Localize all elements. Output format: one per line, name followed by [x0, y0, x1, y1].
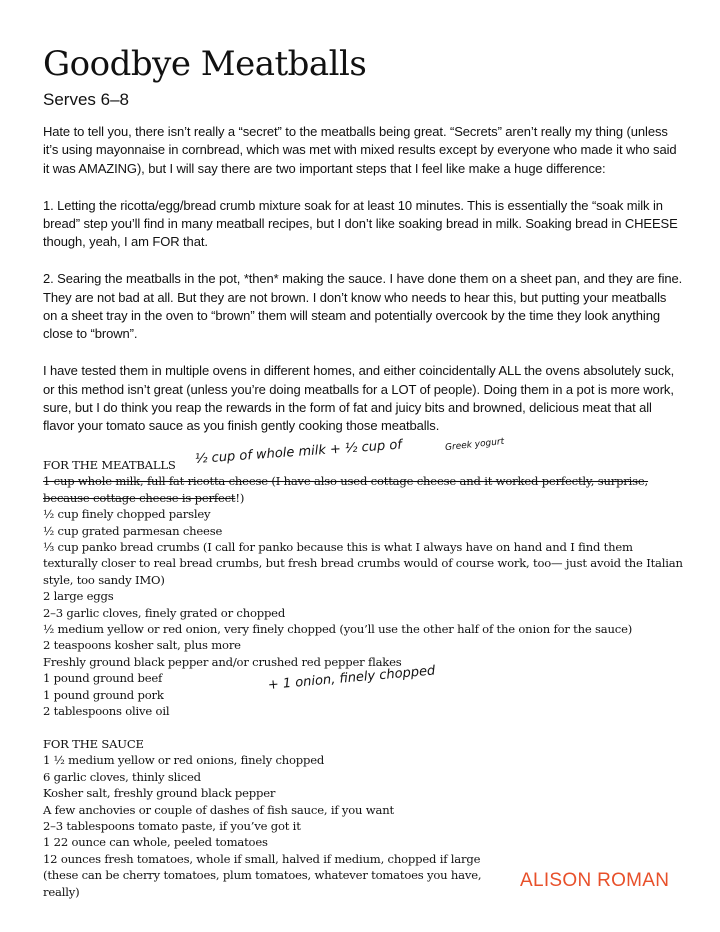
list-item: 1 pound ground beef	[43, 671, 163, 686]
list-item: ½ cup grated parmesan cheese	[43, 523, 223, 538]
brand-name: ALISON ROMAN	[520, 870, 670, 891]
list-item: 2 large eggs	[43, 589, 114, 604]
list-item: Freshly ground black pepper and/or crushed red pepper flakes	[43, 654, 402, 669]
intro-paragraph: Hate to tell you, there isn’t really a “secret” to the meatballs being great. “Secrets” aren’t really my thing (unless it’s using mayonnaise in cornbread, which was met with mixed results except by everyone who made it who said it was AMAZING), but I will say there are two important steps that I feel like make a huge difference:	[43, 124, 677, 176]
intro-paragraph: 2. Searing the meatballs in the pot, *then* making the sauce. I have done them on a sheet pan, and they are fine. They are not bad at all. But they are not brown. I don’t know who needs to hear this, but putting your meatballs on a sheet tray in the oven to “brown” them will steam and potentially overcook by the time they look anything close to “brown”.	[43, 271, 683, 342]
struck-ingredient: 1 cup whole milk, full fat ricotta cheese (I have also used cottage cheese and it worked perfectly, surprise, because cottage cheese is perfect	[43, 474, 649, 505]
handwritten-onion-note: + 1 onion, finely chopped	[267, 663, 436, 693]
intro-paragraph: I have tested them in multiple ovens in different homes, and either coincidentally ALL the ovens absolutely suck, or this method isn’t great (unless you’re doing meatballs for a LOT of people). Doing them in a pot is more work, sure, but I do think you reap the rewards in the form of fat and juicy bits and browned, delicious meat that all flavor your tomato sauce as you finish gently cooking those meatballs.	[43, 363, 675, 434]
list-item: ⅓ cup panko bread crumbs (I call for panko because this is what I always have on hand and I find them texturally closer to real bread crumbs, but fresh bread crumbs would of course work, too— just avoid the Italian style, too sandy IMO)	[43, 540, 683, 587]
list-item: 1 22 ounce can whole, peeled tomatoes	[43, 835, 268, 850]
section-gap	[43, 720, 688, 736]
list-item: 2 teaspoons kosher salt, plus more	[43, 638, 241, 653]
recipe-title: Goodbye Meatballs	[43, 44, 367, 84]
list-item: 2 tablespoons olive oil	[43, 704, 170, 719]
list-item: ½ cup finely chopped parsley	[43, 507, 211, 522]
sauce-heading: FOR THE SAUCE	[43, 736, 144, 751]
list-item: 1 pound ground pork	[43, 687, 164, 702]
list-item: 1 ½ medium yellow or red onions, finely chopped	[43, 753, 325, 768]
list-item: 2–3 tablespoons tomato paste, if you’ve got it	[43, 818, 301, 833]
intro-paragraph: 1. Letting the ricotta/egg/bread crumb mixture soak for at least 10 minutes. This is essentially the “soak milk in bread” step you’ll find in many meatball recipes, but I don’t like soaking bread in milk. Soaking bread in CHEESE though, yeah, I am FOR that.	[43, 197, 678, 250]
meatballs-heading: FOR THE MEATBALLS	[43, 458, 176, 472]
struck-ingredient-tail: !)	[235, 490, 245, 505]
list-item: A few anchovies or couple of dashes of fish sauce, if you want	[43, 802, 394, 817]
handwritten-greek-note: Greek yogurt	[444, 436, 505, 454]
list-item: Kosher salt, freshly ground black pepper	[43, 786, 276, 801]
serves-text: Serves 6–8	[43, 90, 129, 109]
intro-text	[43, 123, 683, 454]
list-item: 2–3 garlic cloves, finely grated or chopped	[43, 605, 286, 620]
list-item: ½ medium yellow or red onion, very finely chopped (you’ll use the other half of the onion for the sauce)	[43, 622, 633, 637]
list-item	[43, 473, 688, 506]
handwritten-milk-note: ½ cup of whole milk + ½ cup of	[194, 437, 403, 467]
list-item: 6 garlic cloves, thinly sliced	[43, 769, 201, 784]
list-item: 12 ounces fresh tomatoes, whole if small, halved if medium, chopped if large (these can be cherry tomatoes, plum tomatoes, whatever tomatoes you have, really)	[43, 851, 482, 899]
